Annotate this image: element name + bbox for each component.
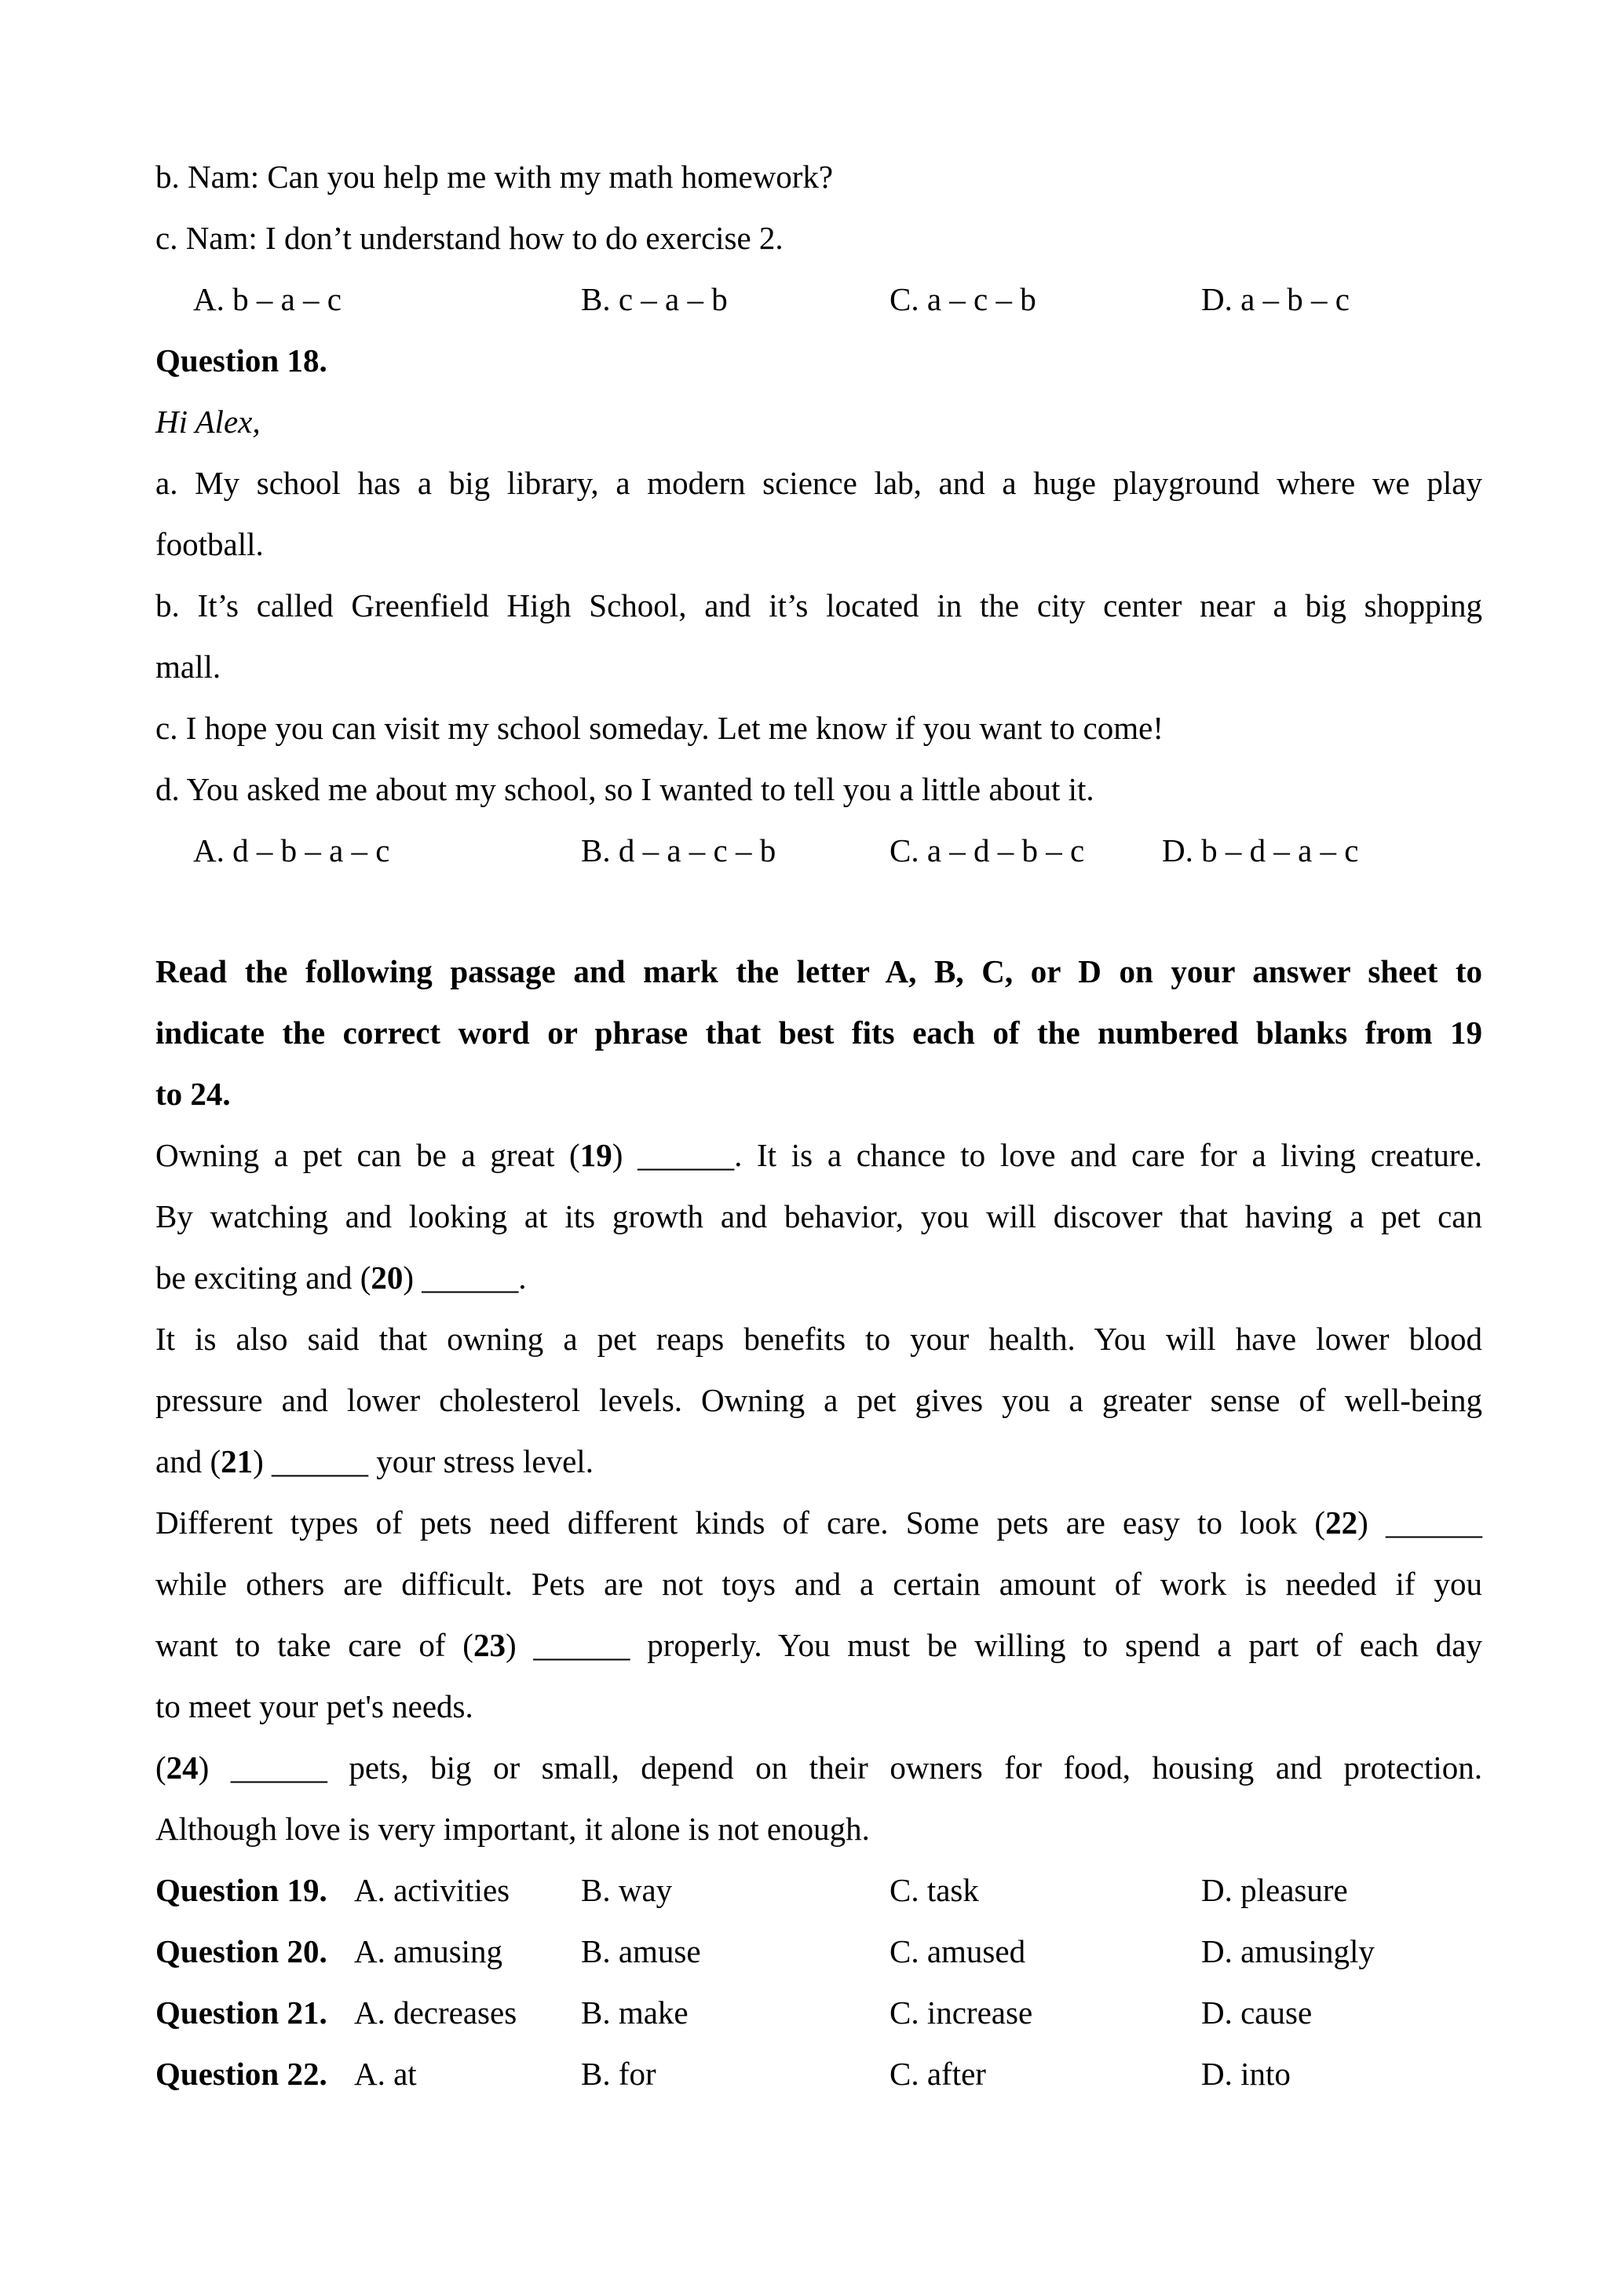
blank-number-21: 21 bbox=[221, 1443, 254, 1479]
q18-greeting: Hi Alex, bbox=[155, 404, 261, 440]
passage-p1-line-3 bbox=[155, 1255, 1482, 1316]
passage-p2-line-2: pressure and lower cholesterol levels. Owning a pet gives you a greater sense of well-being bbox=[155, 1382, 1482, 1418]
passage bbox=[155, 1132, 1482, 1867]
q21-option-a[interactable]: A. decreases bbox=[354, 1994, 517, 2031]
question-22 bbox=[155, 2051, 1482, 2112]
question-17 bbox=[155, 154, 1482, 338]
q18-options bbox=[155, 828, 1482, 889]
passage-p3-line-3 bbox=[155, 1622, 1482, 1684]
q18-option-c[interactable]: C. a – d – b – c bbox=[890, 832, 1085, 868]
text: be exciting and ( bbox=[155, 1260, 371, 1296]
instruction-line-3: to 24. bbox=[155, 1076, 231, 1112]
blank-number-19: 19 bbox=[579, 1137, 612, 1173]
q18-option-b[interactable]: B. d – a – c – b bbox=[581, 832, 776, 868]
text: ) ______. It is a chance to love and care for a living creature. bbox=[612, 1137, 1483, 1173]
q20-option-d[interactable]: D. amusingly bbox=[1201, 1933, 1375, 1969]
blank-number-22: 22 bbox=[1325, 1504, 1358, 1541]
text: want to take care of ( bbox=[155, 1627, 473, 1663]
q19-option-a[interactable]: A. activities bbox=[354, 1872, 510, 1908]
q18-line-a-cont: football. bbox=[155, 526, 264, 562]
text: ) ______ pets, big or small, depend on their owners for food, housing and protection. bbox=[198, 1749, 1482, 1786]
q17-option-c[interactable]: C. a – c – b bbox=[890, 281, 1036, 317]
q17-line-c: c. Nam: I don’t understand how to do exercise 2. bbox=[155, 220, 784, 256]
q18-line-b: b. It’s called Greenfield High School, and it’s located in the city center near a big shopping bbox=[155, 587, 1482, 623]
passage-p4-line-1 bbox=[155, 1745, 1482, 1806]
blank-number-24: 24 bbox=[166, 1749, 199, 1786]
question-list bbox=[155, 1867, 1482, 2112]
exam-page bbox=[155, 154, 1482, 2112]
q20-option-a[interactable]: A. amusing bbox=[354, 1933, 503, 1969]
q21-option-b[interactable]: B. make bbox=[581, 1994, 689, 2031]
q19-option-c[interactable]: C. task bbox=[890, 1872, 979, 1908]
passage-p4-line-2: Although love is very important, it alone is not enough. bbox=[155, 1811, 870, 1847]
blank-number-20: 20 bbox=[371, 1260, 404, 1296]
text: ) ______ your stress level. bbox=[253, 1443, 594, 1479]
instruction-line-2: indicate the correct word or phrase that best fits each of the numbered blanks from 19 bbox=[155, 1015, 1482, 1051]
passage-instruction bbox=[155, 949, 1482, 1132]
q20-option-b[interactable]: B. amuse bbox=[581, 1933, 701, 1969]
q17-option-b[interactable]: B. c – a – b bbox=[581, 281, 728, 317]
text: Owning a pet can be a great ( bbox=[155, 1137, 580, 1173]
passage-p1-line-2: By watching and looking at its growth and behavior, you will discover that having a pet can bbox=[155, 1198, 1482, 1234]
passage-p1-line-1 bbox=[155, 1132, 1482, 1194]
question-19 bbox=[155, 1867, 1482, 1929]
text: ) ______. bbox=[403, 1260, 527, 1296]
section-spacer bbox=[155, 889, 1482, 949]
passage-p3-line-4: to meet your pet's needs. bbox=[155, 1688, 473, 1724]
q19-option-b[interactable]: B. way bbox=[581, 1872, 673, 1908]
q18-line-c: c. I hope you can visit my school someday. Let me know if you want to come! bbox=[155, 710, 1164, 746]
q17-option-a[interactable]: A. b – a – c bbox=[193, 281, 342, 317]
q17-options bbox=[155, 276, 1482, 338]
q17-line-b: b. Nam: Can you help me with my math homework? bbox=[155, 159, 834, 195]
instruction-line-1: Read the following passage and mark the letter A, B, C, or D on your answer sheet to bbox=[155, 953, 1482, 989]
q22-option-c[interactable]: C. after bbox=[890, 2056, 986, 2092]
q18-line-a: a. My school has a big library, a modern science lab, and a huge playground where we play bbox=[155, 465, 1482, 501]
q18-line-d: d. You asked me about my school, so I wanted to tell you a little about it. bbox=[155, 771, 1094, 807]
q22-option-d[interactable]: D. into bbox=[1201, 2056, 1291, 2092]
text: Different types of pets need different kinds of care. Some pets are easy to look ( bbox=[155, 1504, 1326, 1541]
passage-p2-line-3 bbox=[155, 1439, 1482, 1500]
text: and ( bbox=[155, 1443, 221, 1479]
q18-line-b-cont: mall. bbox=[155, 649, 221, 685]
question-label: Question 19. bbox=[155, 1872, 327, 1908]
question-label: Question 22. bbox=[155, 2056, 327, 2092]
q18-option-a[interactable]: A. d – b – a – c bbox=[193, 832, 390, 868]
q17-option-d[interactable]: D. a – b – c bbox=[1201, 281, 1350, 317]
passage-p2-line-1: It is also said that owning a pet reaps benefits to your health. You will have lower blood bbox=[155, 1321, 1482, 1357]
text: ) ______ properly. You must be willing to spend a part of each day bbox=[505, 1627, 1482, 1663]
q21-option-d[interactable]: D. cause bbox=[1201, 1994, 1313, 2031]
q22-option-a[interactable]: A. at bbox=[354, 2056, 417, 2092]
question-label: Question 20. bbox=[155, 1933, 327, 1969]
question-21 bbox=[155, 1990, 1482, 2051]
text: ) ______ bbox=[1357, 1504, 1482, 1541]
q18-option-d[interactable]: D. b – d – a – c bbox=[1162, 832, 1359, 868]
question-18 bbox=[155, 338, 1482, 889]
q20-option-c[interactable]: C. amused bbox=[890, 1933, 1026, 1969]
question-label: Question 21. bbox=[155, 1994, 327, 2031]
passage-p3-line-2: while others are difficult. Pets are not toys and a certain amount of work is needed if you bbox=[155, 1566, 1482, 1602]
text: ( bbox=[155, 1749, 166, 1786]
passage-p3-line-1 bbox=[155, 1500, 1482, 1561]
blank-number-23: 23 bbox=[473, 1627, 506, 1663]
q19-option-d[interactable]: D. pleasure bbox=[1201, 1872, 1348, 1908]
question-20 bbox=[155, 1929, 1482, 1990]
q22-option-b[interactable]: B. for bbox=[581, 2056, 656, 2092]
q21-option-c[interactable]: C. increase bbox=[890, 1994, 1033, 2031]
q18-title: Question 18. bbox=[155, 342, 327, 378]
